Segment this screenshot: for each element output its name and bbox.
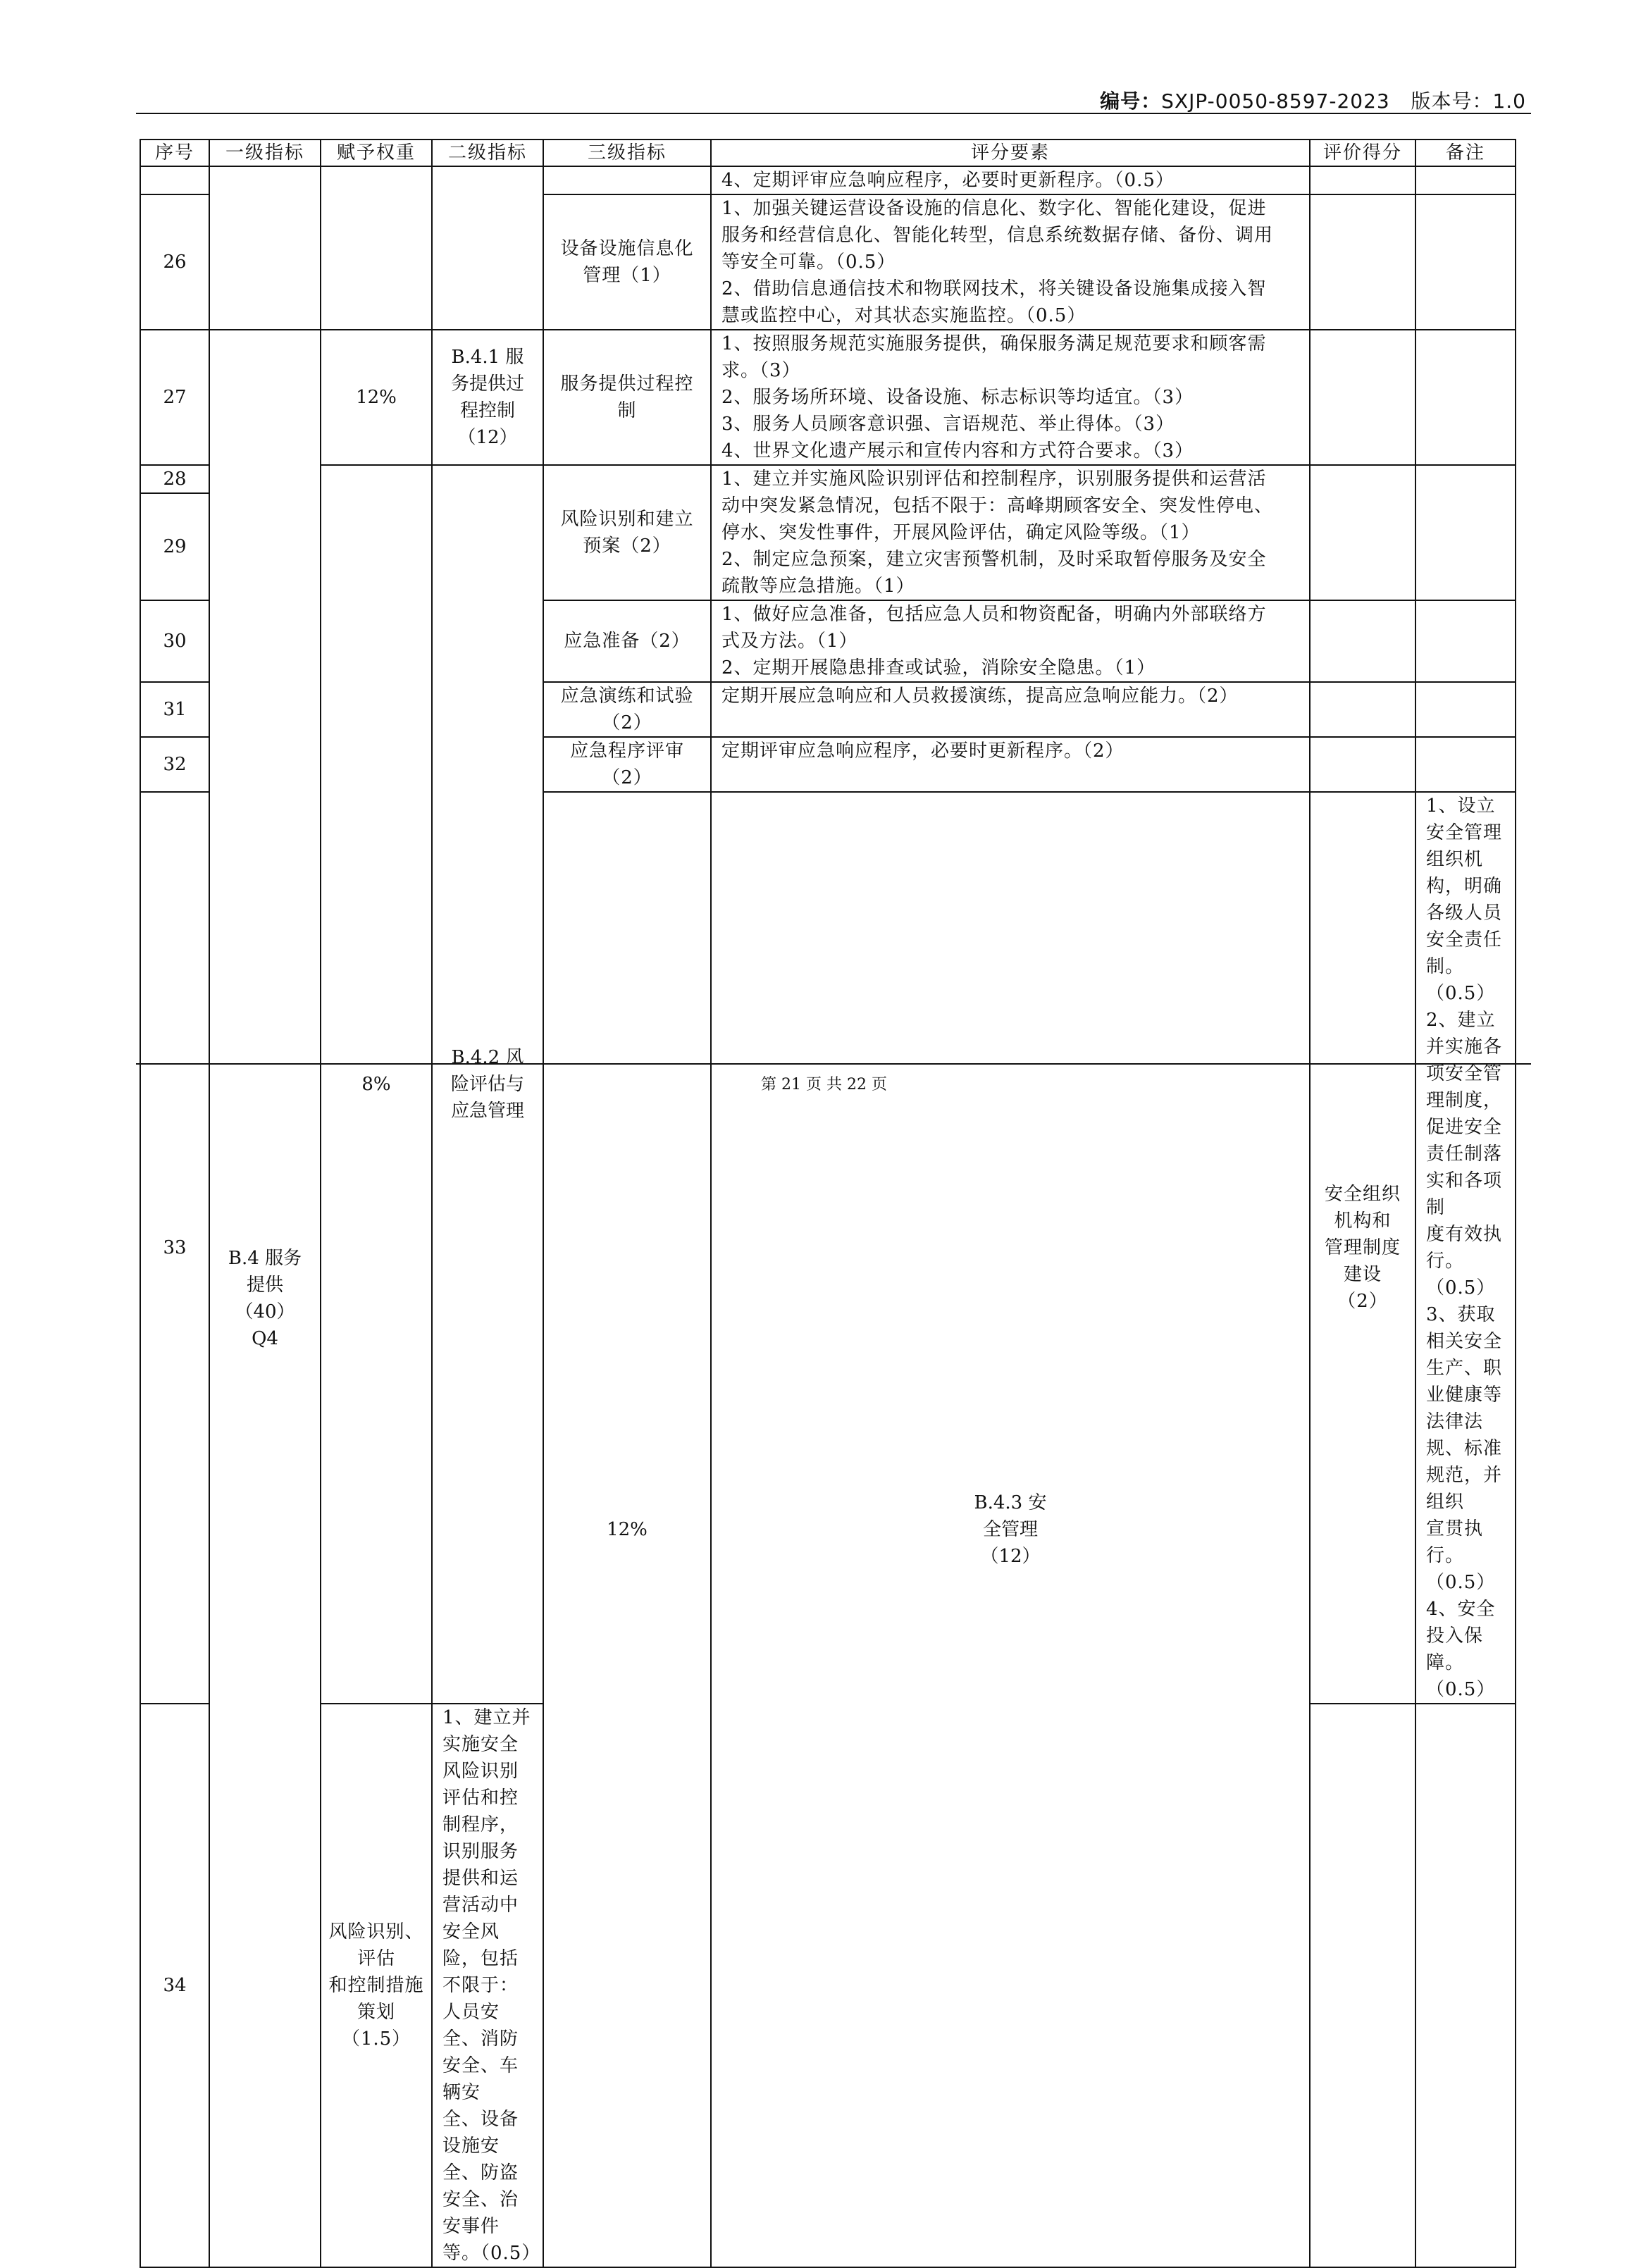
version-value: 1.0 (1492, 89, 1526, 113)
row-number (140, 166, 209, 194)
col-header-level1: 一级指标 (209, 140, 321, 166)
remarks-cell (1415, 600, 1516, 682)
col-header-no: 序号 (140, 140, 209, 166)
version-label: 版本号： (1411, 89, 1493, 113)
row-number: 34 (140, 1704, 209, 2267)
score-cell (1310, 600, 1415, 682)
weight-cell: 12% (543, 792, 711, 2267)
table-row (140, 166, 1516, 194)
document-number-line (1100, 86, 1526, 114)
col-header-requirements: 评分要素 (711, 140, 1310, 166)
level3-cell: 安全组织机构和 管理制度建设 （2） (1310, 792, 1415, 1704)
level3-cell: 风险识别、评估 和控制措施策划 （1.5） (321, 1704, 432, 2267)
level3-cell: 设备设施信息化 管理（1） (543, 194, 711, 330)
row-number: 30 (140, 600, 209, 682)
level2-cell-b42: B.4.2 风 险评估与 应急管理 (432, 465, 543, 1704)
level2-cell-b41: B.4.1 服 务提供过 程控制 （12） (432, 330, 543, 465)
remarks-cell (1415, 194, 1516, 330)
score-cell (1310, 465, 1415, 600)
footer-rule (136, 1063, 1531, 1065)
evaluation-table (140, 139, 1516, 2268)
level3-cell: 应急程序评审 （2） (543, 737, 711, 792)
level3-cell: 服务提供过程控 制 (543, 330, 711, 465)
remarks-cell (1415, 465, 1516, 600)
weight-cell: 12% (321, 330, 432, 465)
requirements-cell: 定期评审应急响应程序，必要时更新程序。（2） (711, 737, 1310, 792)
row-number: 31 (140, 682, 209, 737)
requirements-cell: 1、建立并实施风险识别评估和控制程序，识别服务提供和运营活 动中突发紧急情况，包括不限于：高峰期顾客安全、突发性停电、 停水、突发性事件，开展风险评估，确定风险等级。（1） 2、制定应急预案，建立灾害预警机制，及时采取暂停服务及安全 疏散等应急措施。（1） (711, 465, 1310, 600)
remarks-cell (1415, 682, 1516, 737)
table-row (140, 330, 1516, 465)
col-header-level3: 三级指标 (543, 140, 711, 166)
remarks-cell (1415, 737, 1516, 792)
row-number: 28 (140, 465, 209, 493)
row-number: 26 (140, 194, 209, 330)
score-cell (1310, 330, 1415, 465)
score-cell (1310, 166, 1415, 194)
score-cell (1310, 682, 1415, 737)
score-cell (1310, 1704, 1415, 2267)
requirements-cell: 1、按照服务规范实施服务提供，确保服务满足规范要求和顾客需 求。（3） 2、服务场所环境、设备设施、标志标识等均适宜。（3） 3、服务人员顾客意识强、言语规范、举止得体。（3） 4、世界文化遗产展示和宣传内容和方式符合要求。（3） (711, 330, 1310, 465)
requirements-cell: 1、做好应急准备，包括应急人员和物资配备，明确内外部联络方 式及方法。（1） 2、定期开展隐患排查或试验，消除安全隐患。（1） (711, 600, 1310, 682)
code-label: 编号： (1100, 89, 1162, 113)
code-value: SXJP-0050-8597-2023 (1161, 89, 1390, 113)
requirements-cell: 1、加强关键运营设备设施的信息化、数字化、智能化建设，促进 服务和经营信息化、智能化转型，信息系统数据存储、备份、调用 等安全可靠。（0.5） 2、借助信息通信技术和物联网技术，将关键设备设施集成接入智 慧或监控中心，对其状态实施监控。（0.5） (711, 194, 1310, 330)
col-header-level2: 二级指标 (432, 140, 543, 166)
col-header-weight: 赋予权重 (321, 140, 432, 166)
row-number: 27 (140, 330, 209, 465)
col-header-remarks: 备注 (1415, 140, 1516, 166)
level1-cell (209, 166, 321, 330)
table-row (140, 465, 1516, 493)
col-header-score: 评价得分 (1310, 140, 1415, 166)
score-cell (1310, 737, 1415, 792)
remarks-cell (1415, 1704, 1516, 2267)
weight-cell: 8% (321, 465, 432, 1704)
level2-cell (432, 166, 543, 330)
header-rule (136, 113, 1531, 114)
weight-cell (321, 166, 432, 330)
table-header-row (140, 140, 1516, 166)
remarks-cell (1415, 166, 1516, 194)
level2-cell-b43: B.4.3 安 全管理 （12） (711, 792, 1310, 2267)
level3-cell (543, 166, 711, 194)
requirements-cell: 1、建立并实施安全风险识别评估和控制程序，识别服务提供和运 营活动中安全风险，包括不限于：人员安全、消防安全、车辆安 全、设备设施安全、防盗安全、治安事件等。（0.5） (432, 1704, 543, 2267)
row-number: 33 (140, 792, 209, 1704)
remarks-cell (1415, 330, 1516, 465)
level1-cell-b4: B.4 服务 提供 （40） Q4 (209, 330, 321, 2267)
row-number: 29 (140, 493, 209, 600)
row-number: 32 (140, 737, 209, 792)
requirements-cell: 定期开展应急响应和人员救援演练，提高应急响应能力。（2） (711, 682, 1310, 737)
requirements-cell: 1、设立安全管理组织机构，明确各级人员安全责任制。（0.5） 2、建立并实施各项安全管理制度，促进安全责任制落实和各项制 度有效执行。（0.5） 3、获取相关安全生产、职业健康等法律法规、标准规范，并组织 宣贯执行。（0.5） 4、安全投入保障。（0.5） (1415, 792, 1516, 1704)
level3-cell: 应急演练和试验 （2） (543, 682, 711, 737)
level3-cell: 风险识别和建立 预案（2） (543, 465, 711, 600)
requirements-cell: 4、定期评审应急响应程序，必要时更新程序。（0.5） (711, 166, 1310, 194)
page-number: 第 21 页 共 22 页 (761, 1076, 887, 1093)
level3-cell: 应急准备（2） (543, 600, 711, 682)
score-cell (1310, 194, 1415, 330)
